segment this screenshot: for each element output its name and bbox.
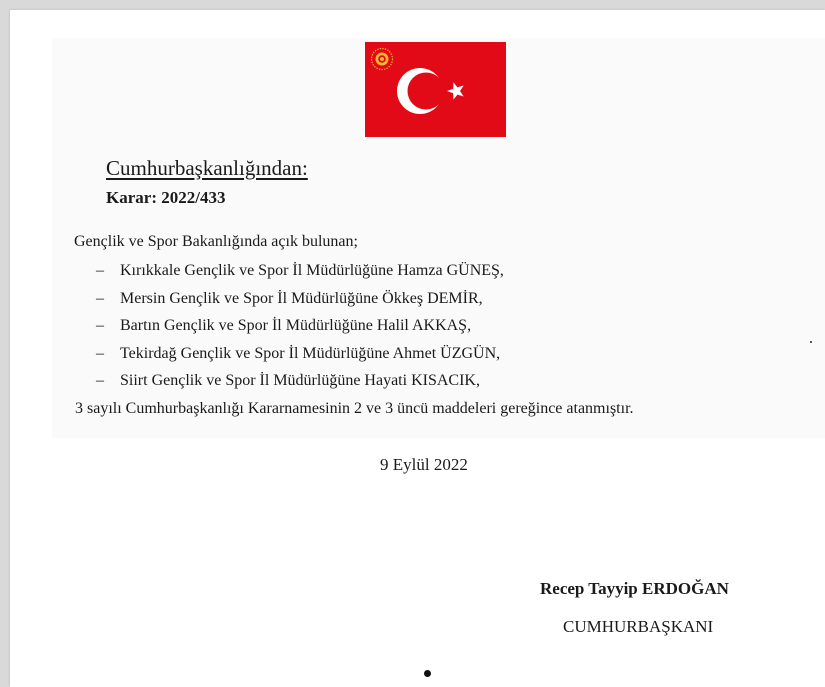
scan-speck	[810, 341, 812, 343]
list-item	[96, 371, 504, 399]
decision-number: Karar: 2022/433	[106, 188, 226, 207]
document-page	[10, 10, 825, 687]
intro-text: Gençlik ve Spor Bakanlığında açık bulunan;	[74, 233, 358, 250]
closing-statement: 3 sayılı Cumhurbaşkanlığı Kararnamesinin 2 ve 3 üncü maddeleri gereğince atanmıştır.	[75, 400, 634, 417]
list-marker: –	[96, 289, 104, 307]
flag-graphic	[365, 42, 506, 137]
list-item	[96, 261, 504, 289]
list-item	[96, 289, 504, 317]
list-item	[96, 316, 504, 344]
turkish-flag-icon	[365, 42, 506, 137]
list-item	[96, 344, 504, 372]
document-date: 9 Eylül 2022	[380, 455, 468, 474]
scan-speck	[424, 670, 431, 677]
list-marker: –	[96, 262, 104, 279]
list-marker: –	[96, 344, 104, 362]
signer-title: CUMHURBAŞKANI	[563, 617, 714, 636]
list-marker: –	[96, 372, 104, 390]
signer-name: Recep Tayyip ERDOĞAN	[540, 579, 729, 598]
appointment-text: Siirt Gençlik ve Spor İl Müdürlüğüne Hayati KISACIK,	[120, 372, 480, 390]
appointment-list	[96, 261, 504, 399]
appointment-text: Bartın Gençlik ve Spor İl Müdürlüğüne Halil AKKAŞ,	[120, 317, 472, 335]
appointment-text: Kırıkkale Gençlik ve Spor İl Müdürlüğüne Hamza GÜNEŞ,	[120, 262, 504, 279]
issuer-heading: Cumhurbaşkanlığından:	[106, 156, 308, 180]
appointment-text: Tekirdağ Gençlik ve Spor İl Müdürlüğüne Ahmet ÜZGÜN,	[120, 344, 501, 362]
list-marker: –	[96, 317, 104, 335]
appointment-text: Mersin Gençlik ve Spor İl Müdürlüğüne Ökkeş DEMİR,	[120, 289, 483, 307]
